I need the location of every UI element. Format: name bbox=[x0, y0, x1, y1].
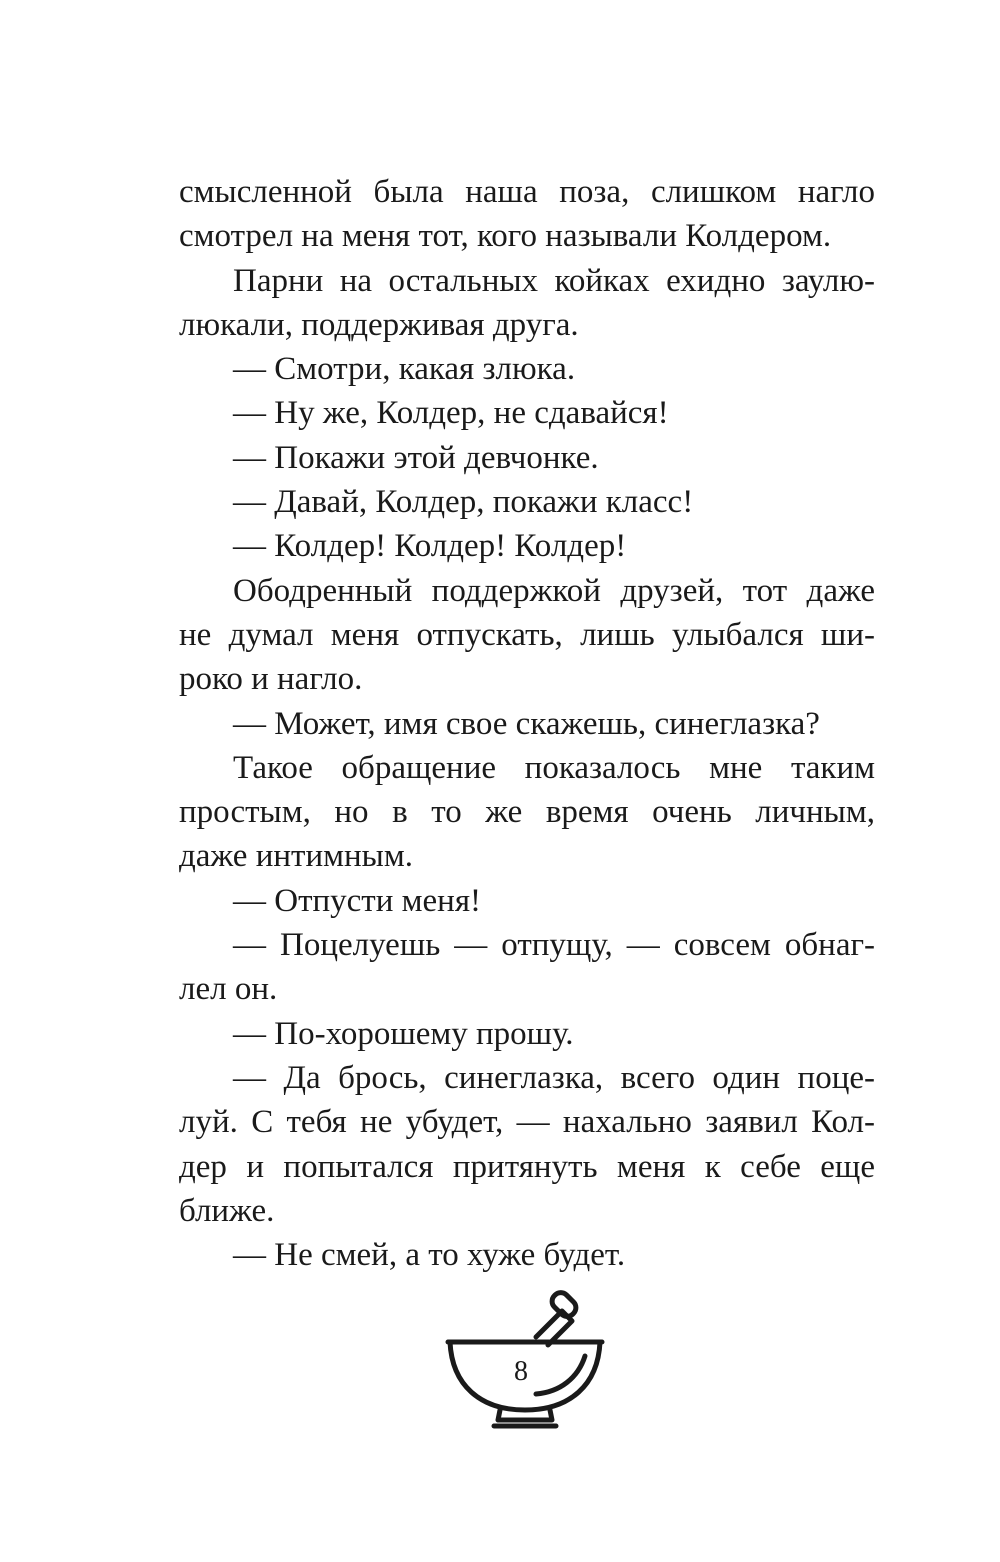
text-line-content: не думал меня отпускать, лишь улыбался ши- bbox=[179, 616, 875, 653]
text-line bbox=[179, 303, 875, 347]
paragraph bbox=[179, 436, 875, 480]
text-line bbox=[179, 436, 875, 480]
paragraph bbox=[179, 1012, 875, 1056]
paragraph bbox=[179, 702, 875, 746]
paragraph bbox=[179, 746, 875, 879]
text-line-content: — Да брось, синеглазка, всего один поце- bbox=[233, 1059, 875, 1096]
text-line-content: смысленной была наша поза, слишком нагло bbox=[179, 174, 875, 210]
page-number: 8 bbox=[514, 1356, 528, 1387]
mortar-and-pestle-icon bbox=[440, 1290, 610, 1440]
text-line-content: простым, но в то же время очень личным, bbox=[179, 794, 875, 831]
text-line-content: — Поцелуешь — отпущу, — совсем обнаг- bbox=[233, 927, 875, 964]
text-line bbox=[179, 391, 875, 435]
paragraph bbox=[179, 524, 875, 568]
text-line-content: луй. С тебя не убудет, — нахально заявил Кол- bbox=[179, 1104, 875, 1141]
paragraph bbox=[179, 170, 875, 259]
text-line bbox=[179, 480, 875, 524]
text-line-content: ближе. bbox=[179, 1192, 275, 1229]
text-line-content: лел он. bbox=[179, 971, 278, 1008]
text-line-content: — Не смей, а то хуже будет. bbox=[233, 1237, 626, 1274]
text-line-content: Ободренный поддержкой друзей, тот даже bbox=[233, 572, 875, 609]
text-line bbox=[179, 702, 875, 746]
paragraph bbox=[179, 569, 875, 702]
text-line bbox=[179, 259, 875, 303]
text-line bbox=[179, 613, 875, 657]
text-line bbox=[179, 347, 875, 391]
text-line bbox=[179, 1100, 875, 1144]
text-line bbox=[179, 746, 875, 790]
paragraph bbox=[179, 259, 875, 348]
text-line-content: Такое обращение показалось мне таким bbox=[233, 749, 875, 786]
paragraph bbox=[179, 1056, 875, 1233]
body-text bbox=[179, 170, 875, 1277]
text-line-content: даже интимным. bbox=[179, 838, 413, 875]
text-line-content: смотрел на меня тот, кого называли Колдером. bbox=[179, 218, 832, 255]
text-line-content: дер и попытался притянуть меня к себе еще bbox=[179, 1148, 875, 1185]
page-footer bbox=[440, 1290, 610, 1440]
text-line bbox=[179, 524, 875, 568]
pestle-icon bbox=[536, 1290, 579, 1345]
text-line-content: — Отпусти меня! bbox=[233, 882, 481, 919]
text-line bbox=[179, 1145, 875, 1189]
text-line-content: — Ну же, Колдер, не сдавайся! bbox=[233, 395, 669, 432]
text-line-content: люкали, поддерживая друга. bbox=[179, 306, 579, 343]
text-line-content: роко и нагло. bbox=[179, 661, 363, 698]
text-line-content: Парни на остальных койках ехидно заулю- bbox=[233, 262, 875, 299]
paragraph bbox=[179, 391, 875, 435]
text-line bbox=[179, 834, 875, 878]
text-line bbox=[179, 879, 875, 923]
text-line bbox=[179, 923, 875, 967]
paragraph bbox=[179, 879, 875, 923]
paragraph bbox=[179, 1233, 875, 1277]
text-line-content: — По-хорошему прошу. bbox=[233, 1015, 574, 1052]
paragraph bbox=[179, 347, 875, 391]
paragraph bbox=[179, 480, 875, 524]
paragraph bbox=[179, 923, 875, 1012]
text-line bbox=[179, 1233, 875, 1277]
text-line-content: — Покажи этой девчонке. bbox=[233, 439, 599, 476]
text-line-content: — Давай, Колдер, покажи класс! bbox=[233, 484, 694, 521]
text-line bbox=[179, 214, 875, 258]
text-line bbox=[179, 569, 875, 613]
text-line bbox=[179, 1012, 875, 1056]
text-line bbox=[179, 790, 875, 834]
text-line-content: — Смотри, какая злюка. bbox=[233, 351, 576, 388]
text-line-content: — Колдер! Колдер! Колдер! bbox=[233, 528, 627, 565]
text-line bbox=[179, 170, 875, 214]
text-line bbox=[179, 967, 875, 1011]
text-line bbox=[179, 1189, 875, 1233]
text-line bbox=[179, 657, 875, 701]
text-line-content: — Может, имя свое скажешь, синеглазка? bbox=[233, 705, 820, 742]
text-line bbox=[179, 1056, 875, 1100]
